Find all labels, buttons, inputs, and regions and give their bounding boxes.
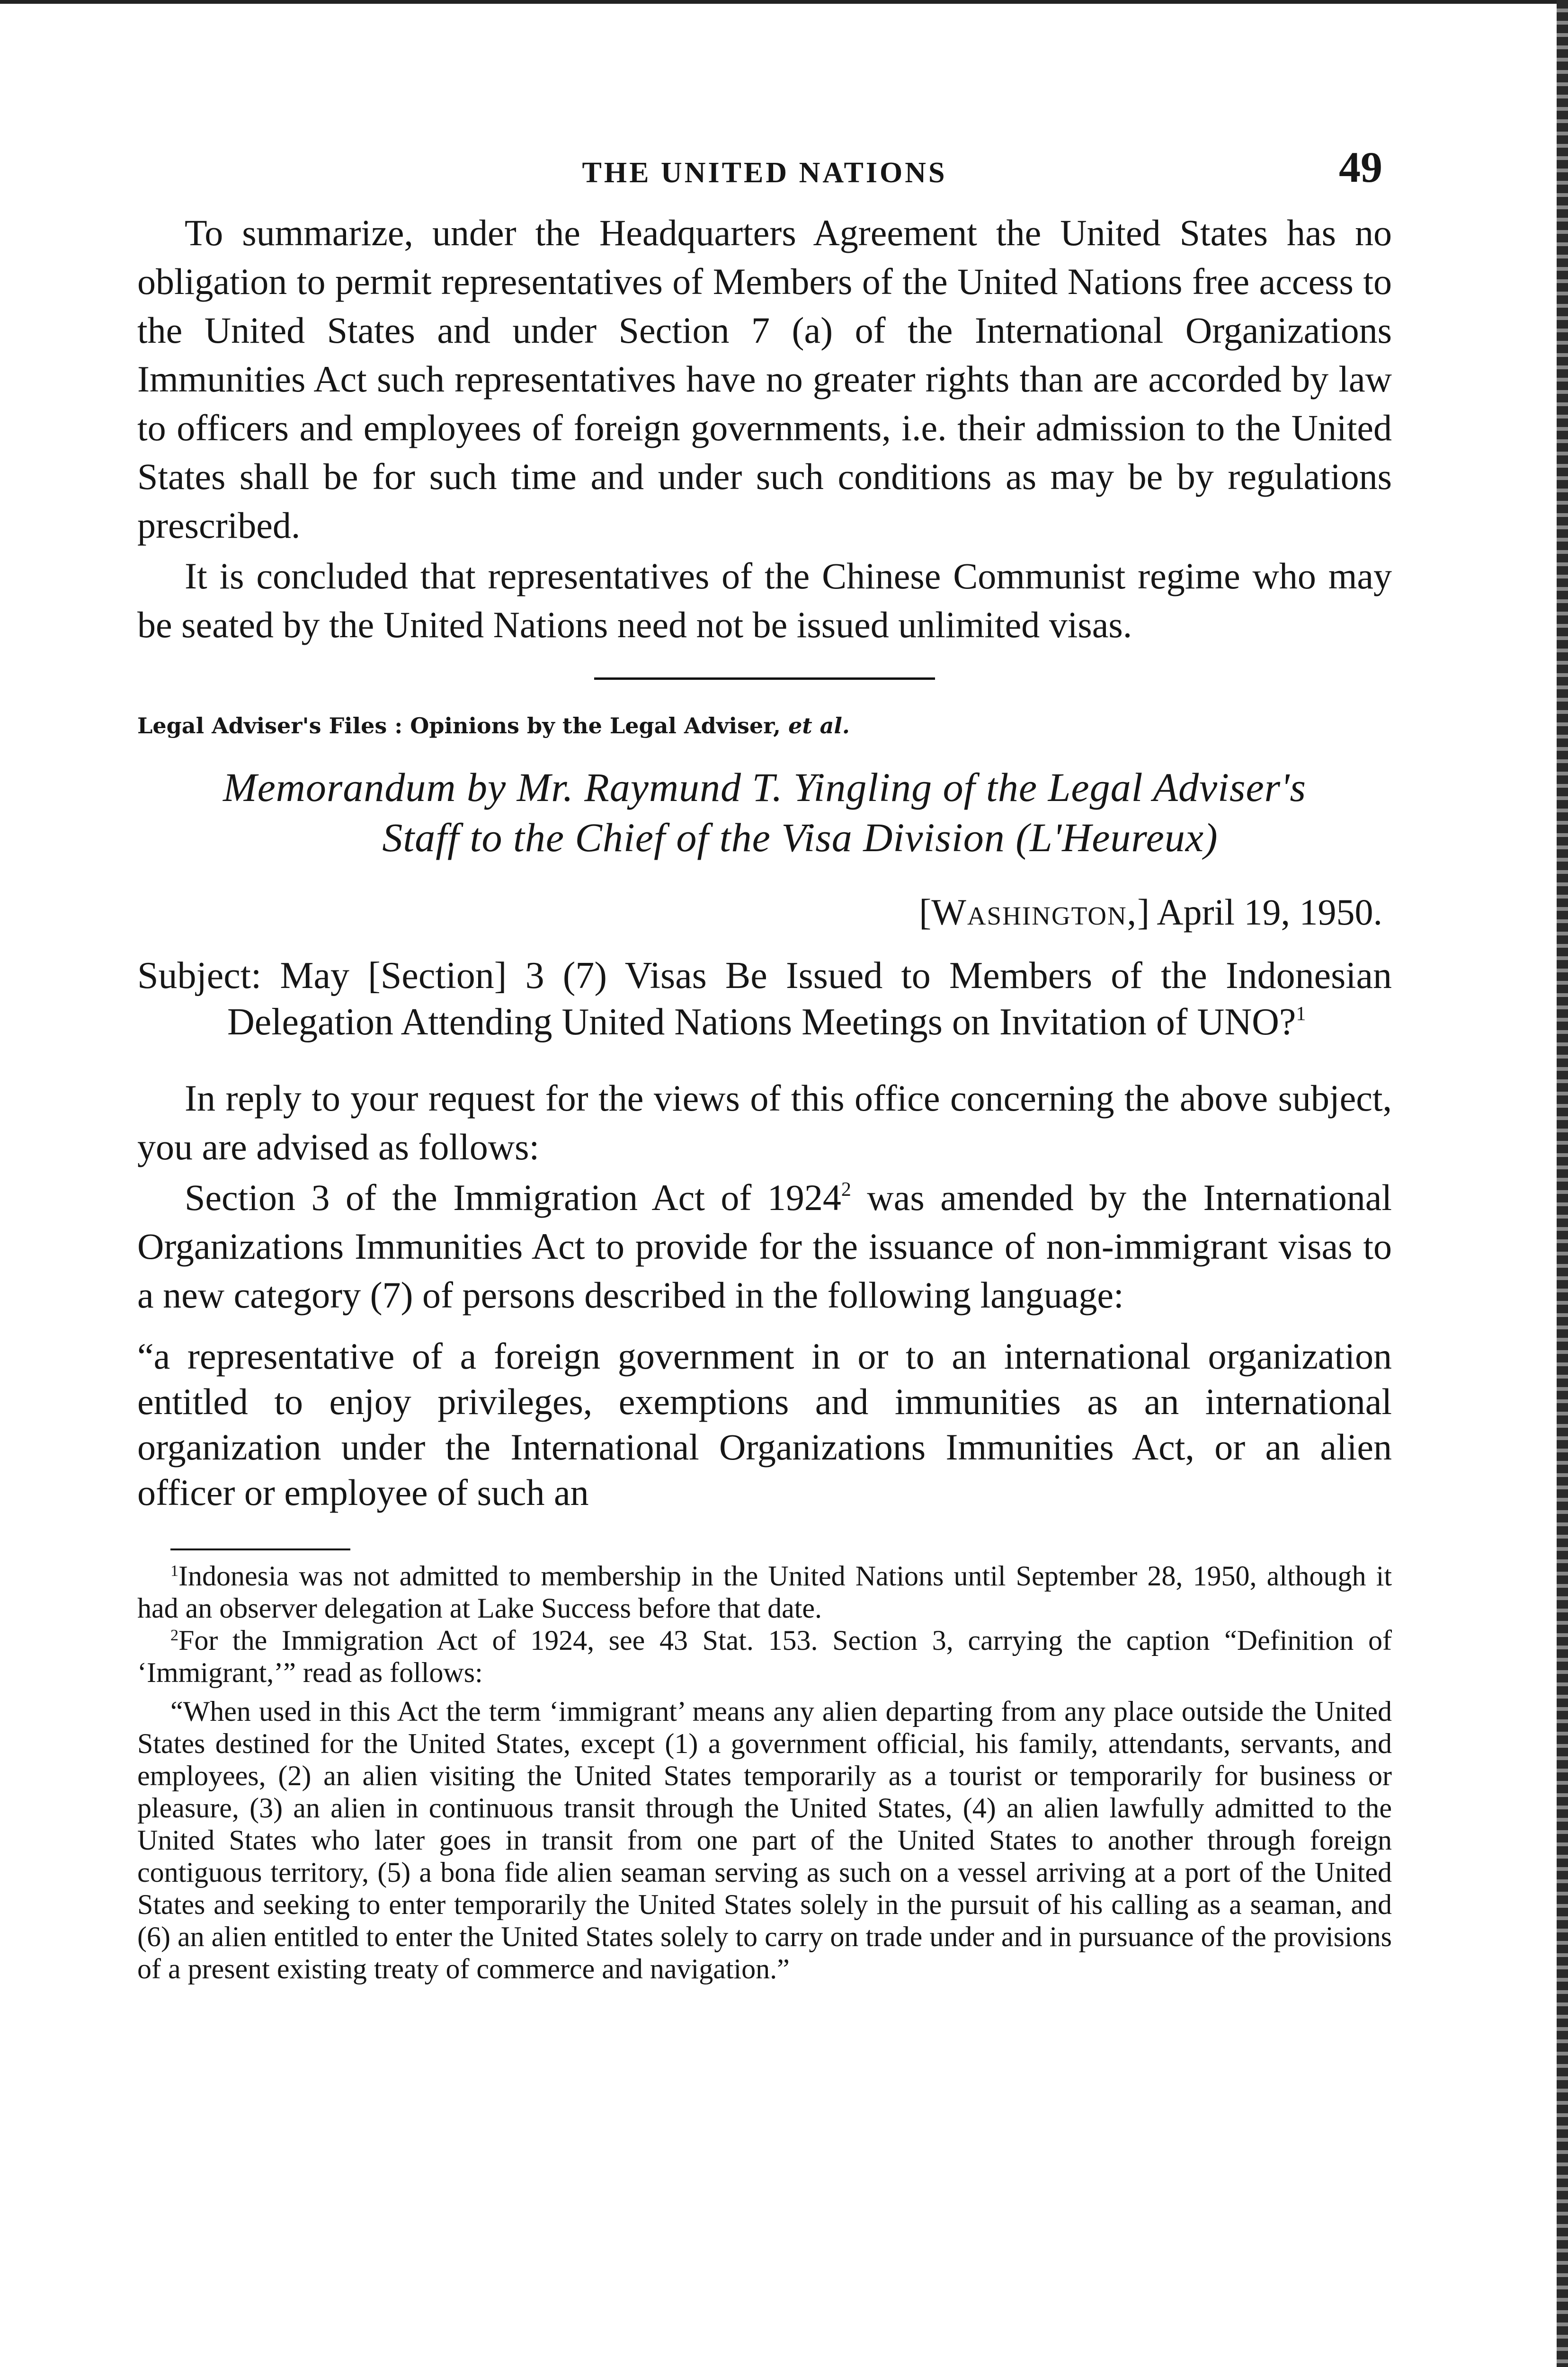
section-divider [594, 677, 935, 680]
page-header [137, 142, 1392, 208]
dateline-place: Washington, [931, 891, 1138, 933]
footnote-1-text: Indonesia was not admitted to membership in the United Nations until September 28, 1950, although it had an observer delegation at Lake Success before that date. [137, 1560, 1392, 1624]
source-citation [137, 713, 1392, 739]
source-citation-etal: et al. [788, 713, 850, 739]
memo-subject [137, 952, 1392, 1045]
paragraph-section3-rest: was amended by the International Organizations Immunities Act to provide for the issuance of non-immigrant visas to a new category (7) of persons described in the following language: [137, 1177, 1392, 1316]
running-head: THE UNITED NATIONS [582, 157, 947, 189]
paragraph-section3-lead: Section 3 of the Immigration Act of 1924 [185, 1177, 841, 1218]
footnote-ref-1: 1 [1296, 1003, 1306, 1025]
document-page [137, 142, 1392, 1985]
footnote-ref-2: 2 [841, 1179, 851, 1201]
memo-title [137, 762, 1392, 863]
footnote-2-quote: “When used in this Act the term ‘immigrant’ means any alien departing from any place outside the United States destined for the United States, except (1) a government official, his family, attendants, servants, and employees, (2) an alien visiting the United States temporarily as a tourist or temporarily for business or pleasure, (3) an alien in continuous transit through the United States, (4) an alien lawfully admitted to the United States who later goes in transit from one part of the United States to another through foreign contiguous territory, (5) a bona fide alien seaman serving as such on a vessel arriving at a port of the United States and seeking to enter temporarily the United States solely in the pursuit of his calling as a seaman, and (6) an alien entitled to enter the United States solely to carry on trade under and in pursuance of the provisions of a present existing treaty of commerce and navigation.” [137, 1696, 1392, 1984]
memo-title-line1: Memorandum by Mr. Raymund T. Yingling of the Legal Adviser's [223, 765, 1306, 810]
dateline-date: April 19, 1950. [1157, 891, 1382, 933]
footnote-2-text: For the Immigration Act of 1924, see 43 Stat. 153. Section 3, carrying the caption “Definition of ‘Immigrant,’” read as follows: [137, 1625, 1392, 1688]
footnote-rule [170, 1548, 350, 1550]
statute-quote: “a representative of a foreign government in or to an international organization entitled to enjoy privileges, exemptions and immunities as an international organization under the International Organizations Immunities Act, or an alien officer or employee of such an [137, 1335, 1392, 1513]
paragraph-summary: To summarize, under the Headquarters Agreement the United States has no obligation to permit representatives of Members of the United Nations free access to the United States and under Section 7 (a) of the International Organizations Immunities Act such representatives have no greater rights than are accorded by law to officers and employees of foreign governments, i.e. their admission to the United States shall be for such time and under such conditions as may be by regulations prescribed. [137, 212, 1392, 546]
paragraph-conclusion: It is concluded that representatives of the Chinese Communist regime who may be seated by the United Nations need not be issued unlimited visas. [137, 555, 1392, 645]
footnote-2 [137, 1624, 1392, 1689]
paragraph-section3 [137, 1173, 1392, 1319]
dateline: [Washington,] April 19, 1950. [919, 891, 1382, 933]
footnote-1 [137, 1560, 1392, 1624]
memo-subject-text: Subject: May [Section] 3 (7) Visas Be Issued to Members of the Indonesian Delegation Attending United Nations Meetings on Invitation of UNO? [137, 955, 1392, 1043]
page-binding-edge [1557, 0, 1568, 2367]
memo-title-line2: Staff to the Chief of the Visa Division (L'Heureux) [382, 815, 1218, 860]
source-citation-text: Legal Adviser's Files : Opinions by the Legal Adviser, [137, 713, 789, 739]
page-number: 49 [1339, 143, 1382, 191]
footnote-1-mark: 1 [170, 1562, 178, 1580]
footnote-2-mark: 2 [170, 1627, 178, 1644]
page-top-edge [0, 0, 1568, 4]
paragraph-reply: In reply to your request for the views of this office concerning the above subject, you are advised as follows: [137, 1077, 1392, 1167]
